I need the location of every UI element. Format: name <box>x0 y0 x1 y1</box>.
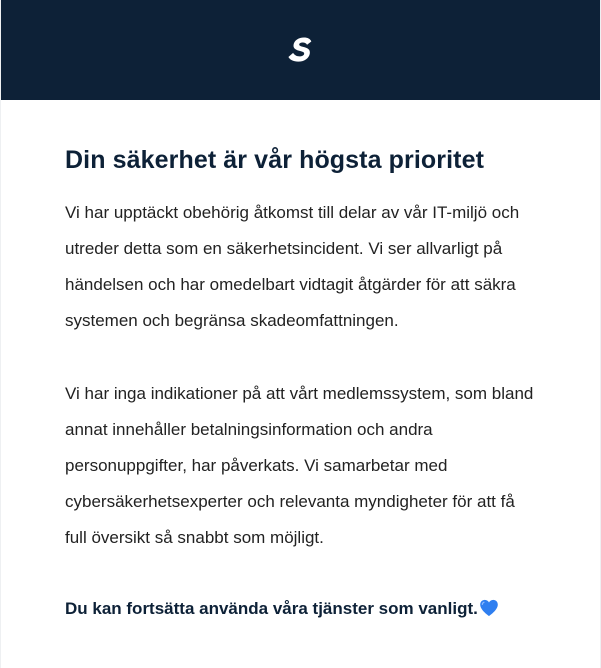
closing-text: Du kan fortsätta använda våra tjänster som vanligt. <box>65 599 478 618</box>
blue-heart-icon <box>479 599 499 617</box>
brand-s-logo-icon <box>284 32 318 66</box>
page-title: Din säkerhet är vår högsta prioritet <box>65 146 485 174</box>
closing-statement <box>65 591 536 627</box>
paragraph-incident: Vi har upptäckt obehörig åtkomst till delar av vår IT-miljö och utreder detta som en säkerhetsincident. Vi ser allvarligt på händelsen och har omedelbart vidtagit åtgärder för att säkra systemen och begränsa skadeomfattningen. <box>65 203 520 330</box>
paragraph-member-system: Vi har inga indikationer på att vårt medlemssystem, som bland annat innehåller betalningsinformation och andra personuppgifter, har påverkats. Vi samarbetar med cybersäkerhetsexperter och relevanta myndigheter för att få full översikt så snabbt som möjligt. <box>65 384 534 547</box>
email-body <box>1 100 600 627</box>
email-header <box>1 0 600 100</box>
